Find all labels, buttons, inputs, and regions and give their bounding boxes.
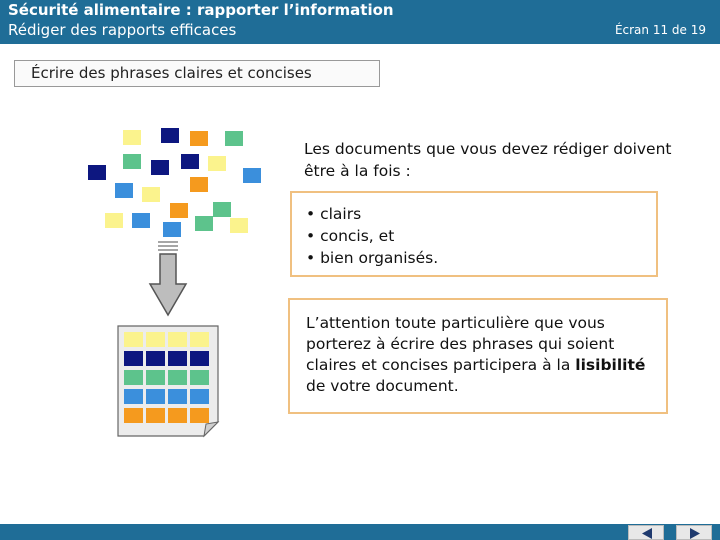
scattered-square: [170, 203, 188, 218]
scattered-square: [225, 131, 243, 146]
list-item: • concis, et: [306, 225, 656, 247]
intro-text: Les documents que vous devez rédiger doivent être à la fois :: [304, 140, 672, 180]
scattered-square: [105, 213, 123, 228]
scattered-square: [123, 154, 141, 169]
scattered-square: [161, 128, 179, 143]
scattered-square: [208, 156, 226, 171]
list-item: • clairs: [306, 203, 656, 225]
scattered-square: [190, 177, 208, 192]
note-emphasis: lisibilité: [575, 356, 646, 374]
note-box: [288, 298, 668, 414]
next-button[interactable]: [676, 525, 712, 540]
sorted-document-icon: [116, 324, 226, 444]
qualities-list: [292, 193, 656, 269]
footer-bar: [0, 524, 720, 540]
note-text: L’attention toute particulière que vous porterez à écrire des phrases qui soient claires et concises participera à la: [306, 314, 615, 374]
scattered-square: [132, 213, 150, 228]
scattered-square: [123, 130, 141, 145]
scattered-square: [243, 168, 261, 183]
section-title: Écrire des phrases claires et concises: [14, 60, 380, 87]
down-arrow-icon: [148, 240, 188, 320]
triangle-right-icon: [689, 528, 701, 539]
scattered-square: [163, 222, 181, 237]
lesson-subtitle: Rédiger des rapports efficaces: [8, 21, 237, 39]
qualities-box: [290, 191, 658, 277]
sorting-illustration: [80, 120, 280, 440]
scattered-square: [115, 183, 133, 198]
scattered-square: [88, 165, 106, 180]
scattered-square: [181, 154, 199, 169]
scattered-square: [142, 187, 160, 202]
course-title: Sécurité alimentaire : rapporter l’information: [8, 1, 394, 19]
triangle-left-icon: [641, 528, 653, 539]
scattered-square: [230, 218, 248, 233]
note-text-end: de votre document.: [306, 377, 459, 395]
scattered-square: [195, 216, 213, 231]
header-bar: [0, 0, 720, 44]
list-item: • bien organisés.: [306, 247, 656, 269]
screen-counter: Écran 11 de 19: [614, 23, 706, 37]
scattered-square: [190, 131, 208, 146]
scattered-square: [213, 202, 231, 217]
previous-button[interactable]: [628, 525, 664, 540]
scattered-square: [151, 160, 169, 175]
